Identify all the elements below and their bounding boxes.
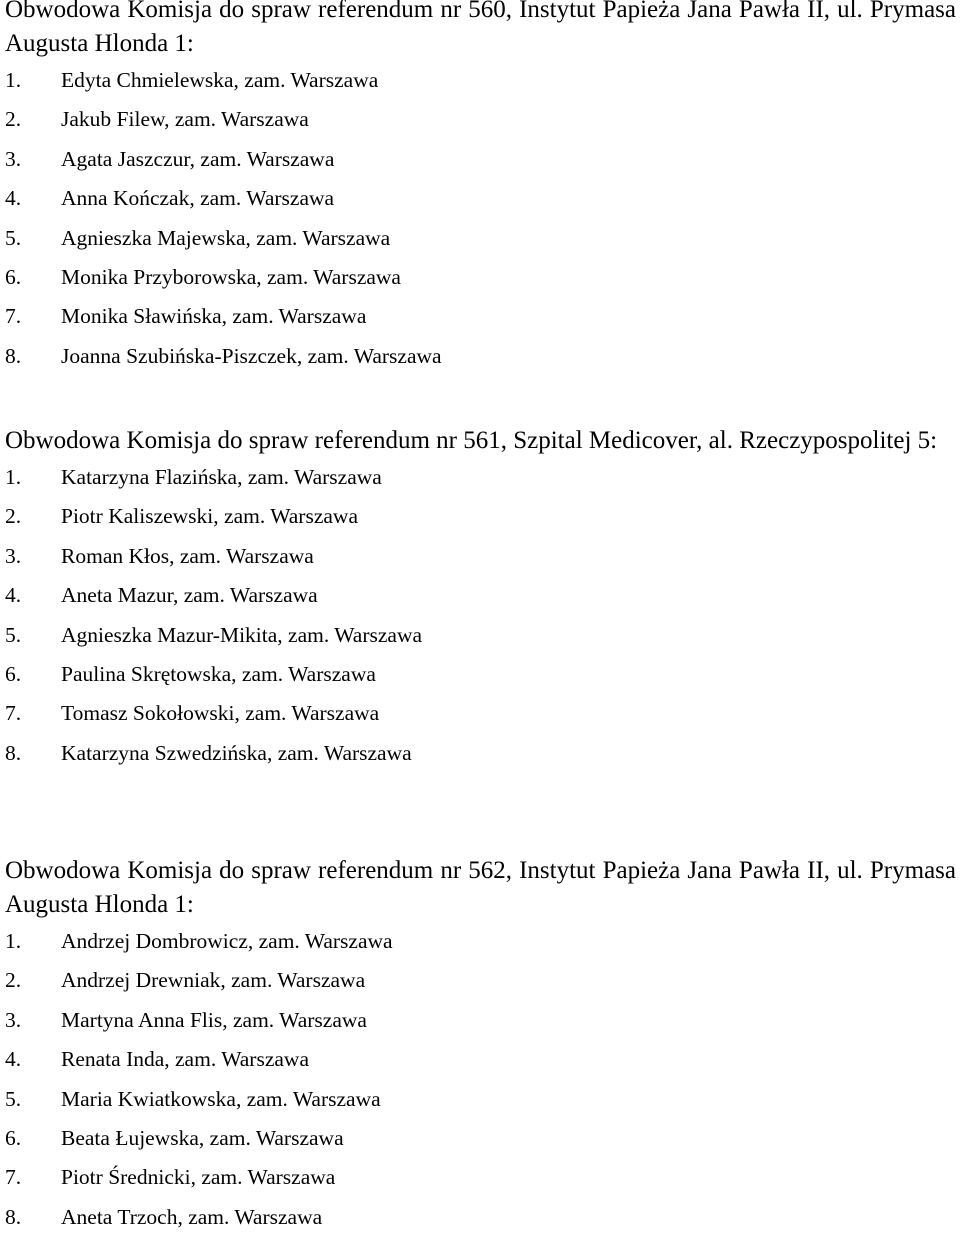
list-item <box>5 655 956 694</box>
committee-heading: Obwodowa Komisja do spraw referendum nr 561, Szpital Medicover, al. Rzeczypospolitej 5: <box>5 427 938 454</box>
list-item <box>5 297 956 336</box>
item-number: 1. <box>5 465 22 489</box>
item-number: 4. <box>5 583 22 608</box>
member-name: Andrzej Dombrowicz, zam. Warszawa <box>61 929 393 953</box>
list-item <box>5 694 956 733</box>
member-list <box>5 458 956 773</box>
list-item <box>5 179 956 218</box>
list-item <box>5 922 956 961</box>
item-number: 2. <box>5 107 22 132</box>
member-name: Anna Kończak, zam. Warszawa <box>61 186 335 211</box>
list-item <box>5 1119 956 1158</box>
item-number: 2. <box>5 968 22 993</box>
committee-heading: Obwodowa Komisja do spraw referendum nr 560, Instytut Papieża Jana Pawła II, ul. Prymasa Augusta Hlonda 1: <box>5 0 956 57</box>
item-number: 4. <box>5 1047 22 1072</box>
list-item <box>5 1040 956 1079</box>
list-item <box>5 537 956 576</box>
list-item <box>5 1001 956 1040</box>
item-number: 8. <box>5 1204 22 1229</box>
member-name: Katarzyna Szwedzińska, zam. Warszawa <box>61 740 412 765</box>
member-name: Agata Jaszczur, zam. Warszawa <box>61 146 335 171</box>
list-item <box>5 61 956 100</box>
list-item <box>5 458 956 497</box>
member-list <box>5 922 956 1237</box>
member-name: Agnieszka Majewska, zam. Warszawa <box>61 225 391 250</box>
item-number: 1. <box>5 929 22 953</box>
committee-section-561 <box>5 424 956 773</box>
committee-section-560 <box>5 0 956 376</box>
member-name: Monika Sławińska, zam. Warszawa <box>61 304 367 329</box>
item-number: 1. <box>5 68 22 92</box>
member-name: Edyta Chmielewska, zam. Warszawa <box>61 68 379 92</box>
item-number: 5. <box>5 622 22 647</box>
member-name: Beata Łujewska, zam. Warszawa <box>61 1125 344 1150</box>
member-name: Piotr Średnicki, zam. Warszawa <box>61 1165 336 1190</box>
member-name: Jakub Filew, zam. Warszawa <box>61 107 309 132</box>
item-number: 8. <box>5 740 22 765</box>
member-name: Aneta Mazur, zam. Warszawa <box>61 583 318 608</box>
committee-heading: Obwodowa Komisja do spraw referendum nr 562, Instytut Papieża Jana Pawła II, ul. Prymasa Augusta Hlonda 1: <box>5 857 956 918</box>
list-item <box>5 337 956 376</box>
list-item <box>5 258 956 297</box>
list-item <box>5 140 956 179</box>
list-item <box>5 497 956 536</box>
member-name: Maria Kwiatkowska, zam. Warszawa <box>61 1086 381 1111</box>
member-name: Andrzej Drewniak, zam. Warszawa <box>61 968 366 993</box>
item-number: 8. <box>5 343 22 368</box>
list-item <box>5 576 956 615</box>
item-number: 6. <box>5 661 22 686</box>
member-list <box>5 61 956 376</box>
list-item <box>5 1080 956 1119</box>
list-item <box>5 961 956 1000</box>
item-number: 5. <box>5 1086 22 1111</box>
item-number: 2. <box>5 504 22 529</box>
member-name: Joanna Szubińska-Piszczek, zam. Warszawa <box>61 343 442 368</box>
list-item <box>5 734 956 773</box>
member-name: Renata Inda, zam. Warszawa <box>61 1047 309 1072</box>
item-number: 5. <box>5 225 22 250</box>
item-number: 6. <box>5 264 22 289</box>
list-item <box>5 100 956 139</box>
list-item <box>5 616 956 655</box>
list-item <box>5 219 956 258</box>
member-name: Monika Przyborowska, zam. Warszawa <box>61 264 401 289</box>
list-item <box>5 1198 956 1237</box>
item-number: 3. <box>5 543 22 568</box>
member-name: Tomasz Sokołowski, zam. Warszawa <box>61 701 380 726</box>
list-item <box>5 1158 956 1197</box>
member-name: Aneta Trzoch, zam. Warszawa <box>61 1204 323 1229</box>
item-number: 7. <box>5 304 22 329</box>
item-number: 3. <box>5 1007 22 1032</box>
item-number: 7. <box>5 701 22 726</box>
member-name: Katarzyna Flazińska, zam. Warszawa <box>61 465 382 489</box>
member-name: Roman Kłos, zam. Warszawa <box>61 543 314 568</box>
item-number: 7. <box>5 1165 22 1190</box>
member-name: Piotr Kaliszewski, zam. Warszawa <box>61 504 358 529</box>
item-number: 4. <box>5 186 22 211</box>
item-number: 3. <box>5 146 22 171</box>
item-number: 6. <box>5 1125 22 1150</box>
member-name: Paulina Skrętowska, zam. Warszawa <box>61 661 376 686</box>
member-name: Martyna Anna Flis, zam. Warszawa <box>61 1007 367 1032</box>
member-name: Agnieszka Mazur-Mikita, zam. Warszawa <box>61 622 423 647</box>
committee-section-562 <box>5 854 956 1237</box>
